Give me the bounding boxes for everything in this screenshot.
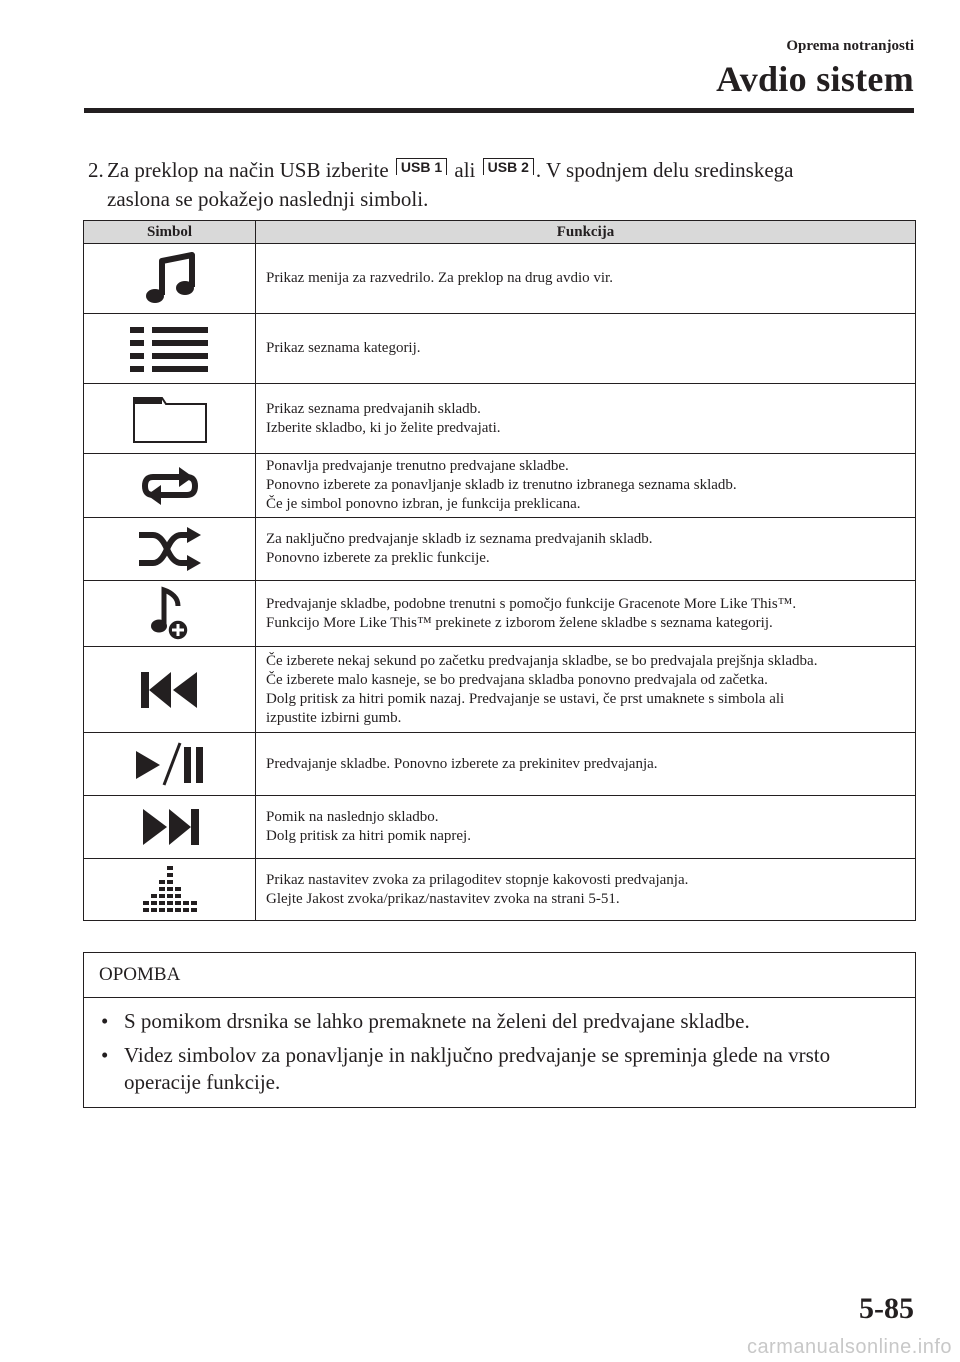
note-title: OPOMBA xyxy=(84,953,915,998)
function-line: Funkcijo More Like This™ prekinete z izborom želene skladbe s seznama kategorij. xyxy=(266,614,773,631)
symbol-cell xyxy=(84,796,256,859)
note-body xyxy=(84,998,915,1096)
function-line: Ponavlja predvajanje trenutno predvajane skladbe. xyxy=(266,458,569,474)
function-cell xyxy=(256,518,916,581)
function-cell xyxy=(256,796,916,859)
bullet-icon: • xyxy=(101,1043,109,1067)
column-header-function: Funkcija xyxy=(256,221,916,244)
function-line: Predvajanje skladbe, podobne trenutni s pomočjo funkcije Gracenote More Like This™. xyxy=(266,595,797,612)
skip-forward-icon xyxy=(139,807,201,847)
step-paragraph xyxy=(88,156,888,214)
symbol-cell xyxy=(84,859,256,921)
step-text-line2: zaslona se pokažejo naslednji simboli. xyxy=(107,187,429,211)
music-note-icon xyxy=(140,251,200,307)
table-header-row xyxy=(84,221,916,244)
note-item-text: Videz simbolov za ponavljanje in naključno predvajanje se spreminja glede na vrsto operacije funkcije. xyxy=(124,1043,831,1094)
step-number: 2. xyxy=(88,158,104,182)
table-row xyxy=(84,244,916,314)
function-line: Predvajanje skladbe. Ponovno izberete za prekinitev predvajanja. xyxy=(266,755,658,772)
step-text-middle: ali xyxy=(454,158,476,182)
symbol-table xyxy=(83,220,916,921)
symbol-cell xyxy=(84,647,256,733)
function-cell xyxy=(256,454,916,518)
usb2-button-label: USB 2 xyxy=(483,158,534,175)
header-rule xyxy=(84,108,914,113)
play-pause-icon xyxy=(134,741,206,787)
function-cell xyxy=(256,244,916,314)
table-row xyxy=(84,518,916,581)
step-text-before: Za preklop na način USB izberite xyxy=(107,158,389,182)
function-line: Izberite skladbo, ki jo želite predvajati. xyxy=(266,419,501,436)
function-cell xyxy=(256,647,916,733)
page-number: 5-85 xyxy=(859,1292,914,1325)
function-line: Pomik na naslednjo skladbo. xyxy=(266,809,439,825)
table-row xyxy=(84,454,916,518)
list-item xyxy=(99,1042,895,1096)
symbol-cell xyxy=(84,581,256,647)
function-line: Ponovno izberete za preklic funkcije. xyxy=(266,550,490,566)
function-line: Prikaz menija za razvedrilo. Za preklop na drug avdio vir. xyxy=(266,270,613,286)
table-row xyxy=(84,384,916,454)
function-line: Prikaz seznama predvajanih skladb. xyxy=(266,400,481,417)
table-row xyxy=(84,859,916,921)
symbol-cell xyxy=(84,733,256,796)
function-cell xyxy=(256,314,916,384)
note-plus-icon xyxy=(150,586,190,642)
list-item xyxy=(99,1008,895,1035)
section-heading: Oprema notranjosti xyxy=(786,38,914,54)
function-line: Ponovno izberete za ponavljanje skladb iz trenutno izbranega seznama skladb. xyxy=(266,477,737,493)
column-header-symbol: Simbol xyxy=(84,221,256,244)
usb1-button-label: USB 1 xyxy=(396,158,447,175)
symbol-cell xyxy=(84,518,256,581)
function-line: izpustite izbirni gumb. xyxy=(266,709,402,726)
function-line: Prikaz nastavitev zvoka za prilagoditev stopnje kakovosti predvajanja. xyxy=(266,871,689,888)
function-line: Če je simbol ponovno izbran, je funkcija preklicana. xyxy=(266,496,581,512)
function-cell xyxy=(256,581,916,647)
folder-icon xyxy=(132,394,208,444)
table-row xyxy=(84,314,916,384)
function-cell xyxy=(256,859,916,921)
function-line: Prikaz seznama kategorij. xyxy=(266,340,421,356)
function-line: Če izberete malo kasneje, se bo predvajana skladba ponovno predvajala od začetka. xyxy=(266,671,768,688)
table-row xyxy=(84,581,916,647)
function-line: Za naključno predvajanje skladb iz seznama predvajanih skladb. xyxy=(266,531,653,547)
step-text-after: . V spodnjem delu sredinskega xyxy=(535,158,794,182)
function-line: Dolg pritisk za hitri pomik nazaj. Predvajanje se ustavi, če prst umaknete s simbola ali xyxy=(266,690,785,707)
equalizer-icon xyxy=(142,866,198,914)
function-cell xyxy=(256,384,916,454)
note-box xyxy=(83,952,916,1108)
page-title: Avdio sistem xyxy=(716,59,914,99)
table-row xyxy=(84,647,916,733)
function-cell xyxy=(256,733,916,796)
function-line: Glejte Jakost zvoka/prikaz/nastavitev zvoka na strani 5-51. xyxy=(266,890,620,907)
table-row xyxy=(84,733,916,796)
table-row xyxy=(84,796,916,859)
symbol-cell xyxy=(84,314,256,384)
watermark: carmanualsonline.info xyxy=(746,1336,952,1358)
skip-back-icon xyxy=(139,670,201,710)
shuffle-icon xyxy=(137,527,203,571)
repeat-icon xyxy=(139,465,201,507)
bullet-icon: • xyxy=(101,1009,109,1033)
function-line: Dolg pritisk za hitri pomik naprej. xyxy=(266,828,471,844)
note-item-text: S pomikom drsnika se lahko premaknete na želeni del predvajane skladbe. xyxy=(124,1009,750,1033)
symbol-cell xyxy=(84,454,256,518)
list-icon xyxy=(130,325,210,373)
function-line: Če izberete nekaj sekund po začetku predvajanja skladbe, se bo predvajala prejšnja skladba. xyxy=(266,652,818,669)
symbol-cell xyxy=(84,244,256,314)
symbol-cell xyxy=(84,384,256,454)
